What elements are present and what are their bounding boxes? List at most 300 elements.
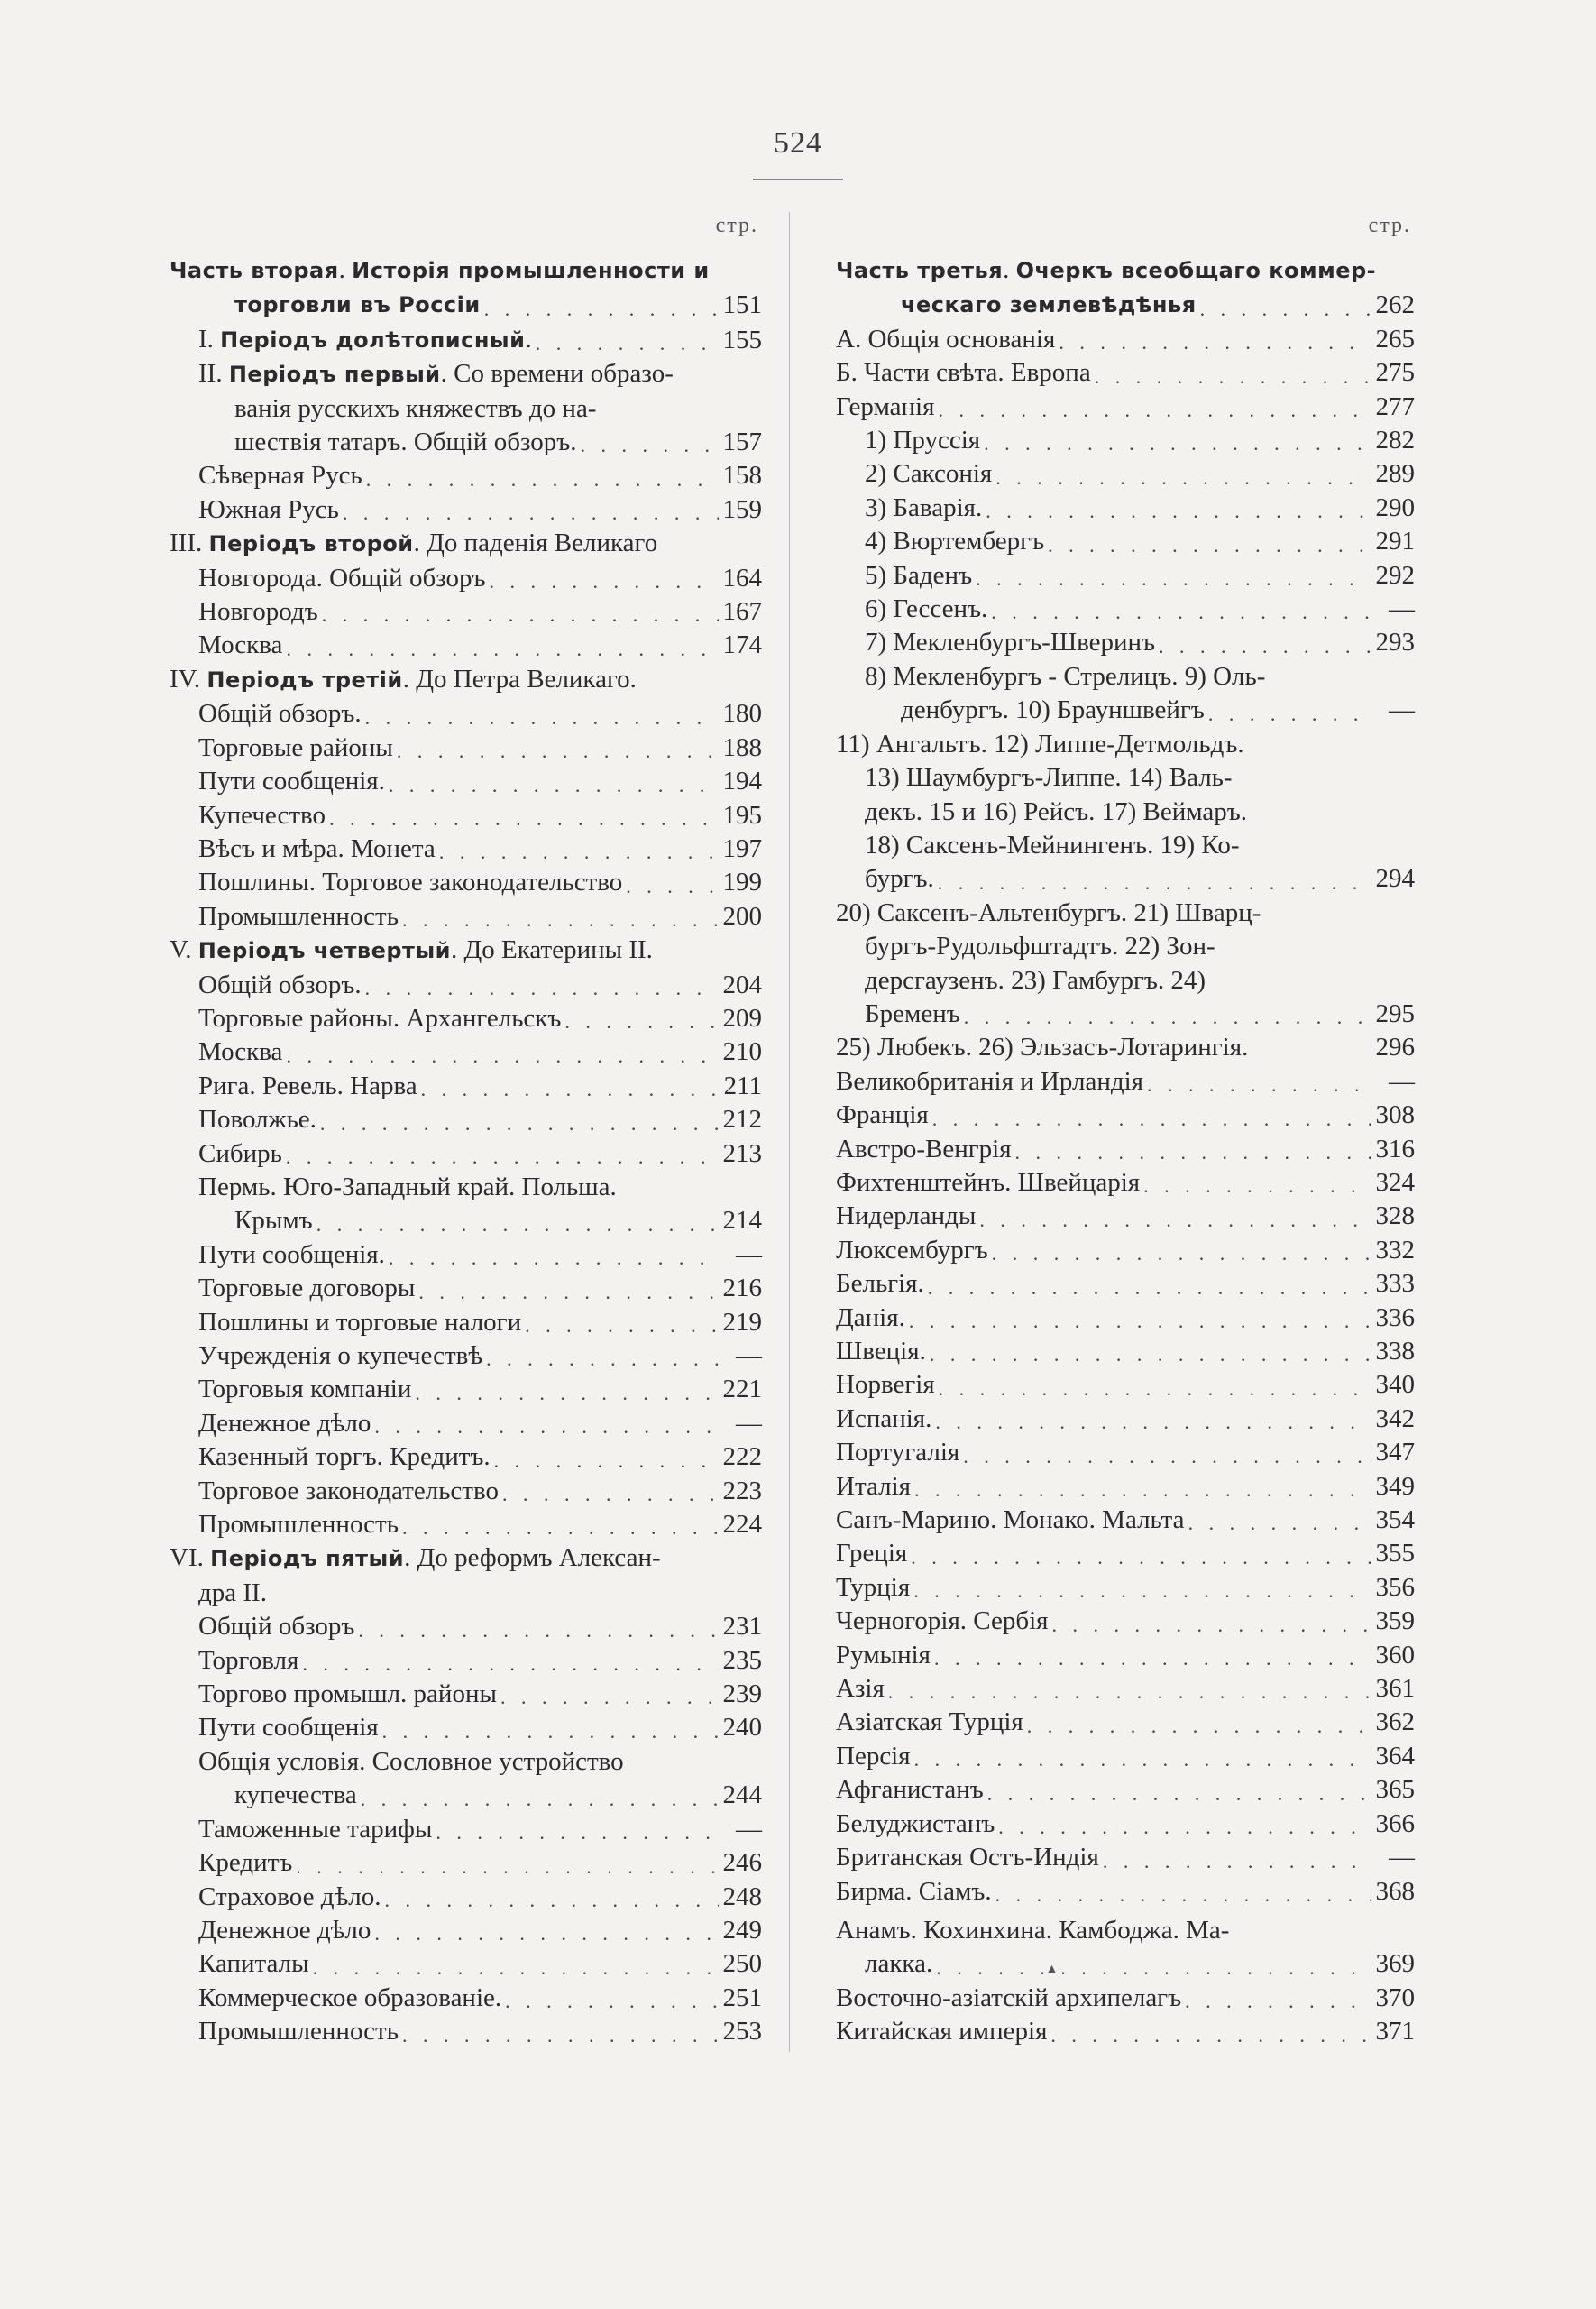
toc-line <box>170 1339 762 1373</box>
entry-text: Сѣверная Русь <box>198 461 362 491</box>
footer-mark: ▴ <box>1048 1959 1057 1977</box>
entry-text: Новгородъ <box>198 597 318 627</box>
part-subtitle: ческаго землевѣдѣнья <box>901 292 1197 318</box>
leader-dots <box>1159 633 1371 660</box>
leader-dots <box>402 1514 719 1541</box>
entry-text: . До паденія Великаго <box>413 529 658 558</box>
page-ref: 214 <box>722 1206 762 1236</box>
entry-title <box>836 1808 995 1841</box>
entry-title <box>198 1306 521 1339</box>
entry-title <box>198 2015 399 2048</box>
toc-line <box>836 323 1415 356</box>
entry-title <box>198 1238 385 1272</box>
part-subtitle: Очеркъ всеобщаго коммер- <box>1015 258 1377 283</box>
leader-dots <box>938 869 1371 897</box>
page-ref: 336 <box>1375 1302 1415 1332</box>
toc-line <box>170 1103 762 1136</box>
entry-title <box>836 1200 976 1233</box>
page-ref: 370 <box>1375 1982 1415 2012</box>
entry-text: Греція <box>836 1539 908 1568</box>
entry-text: . До реформъ Алексан- <box>404 1543 661 1573</box>
page-ref: 212 <box>722 1105 762 1135</box>
toc-line <box>836 391 1415 424</box>
leader-dots <box>995 465 1371 492</box>
entry-text: 18) Саксенъ-Мейнингенъ. 19) Ко- <box>865 830 1240 860</box>
entry-text: Торговое законодательство <box>198 1476 499 1505</box>
entry-number: II. <box>198 359 229 389</box>
toc-line <box>836 1504 1415 1537</box>
toc-line <box>836 796 1415 829</box>
entry-title <box>198 493 339 527</box>
entry-text: Пути сообщенія <box>198 1713 379 1743</box>
entry-text: Пути сообщенія. <box>198 767 385 796</box>
entry-title <box>198 459 362 492</box>
page-ref: 275 <box>1375 358 1415 388</box>
leader-dots <box>502 1481 719 1508</box>
entry-title <box>865 457 992 491</box>
leader-dots <box>984 430 1371 457</box>
entry-title <box>170 934 653 968</box>
entry-title <box>836 391 934 424</box>
toc-line <box>836 492 1415 525</box>
page-ref: 199 <box>722 868 762 897</box>
leader-dots <box>505 1988 719 2015</box>
entry-text: Испанія. <box>836 1403 932 1433</box>
entry-text: Афганистанъ <box>836 1775 984 1805</box>
entry-title <box>198 1475 499 1508</box>
entry-title <box>836 1133 1012 1166</box>
entry-title <box>198 1711 379 1744</box>
leader-dots <box>987 1780 1371 1808</box>
leader-dots <box>1050 2022 1371 2049</box>
entry-text: Крымъ <box>234 1206 313 1236</box>
leader-dots <box>1015 1139 1371 1166</box>
leader-dots <box>1048 532 1371 559</box>
toc-line <box>836 998 1415 1031</box>
page-ref: 239 <box>722 1679 762 1709</box>
page-ref: 248 <box>722 1881 762 1911</box>
leader-dots <box>1208 701 1371 728</box>
leader-dots <box>914 1746 1371 1773</box>
entry-title <box>836 1234 988 1267</box>
entry-title <box>198 765 385 798</box>
entry-text: Восточно-азіатскій архипелагъ <box>836 1982 1182 2012</box>
leader-dots <box>1103 1848 1371 1875</box>
leader-dots <box>296 1854 719 1881</box>
entry-text: Бельгія. <box>836 1269 924 1299</box>
toc-line <box>170 1440 762 1474</box>
toc-line <box>170 731 762 765</box>
page-ref: 151 <box>722 290 762 320</box>
toc-line <box>836 424 1415 457</box>
leader-dots <box>979 1207 1371 1234</box>
entry-title <box>865 559 972 593</box>
toc-line <box>170 1204 762 1237</box>
toc-line <box>170 1508 762 1541</box>
leader-dots <box>365 975 719 1002</box>
page-ref: 224 <box>722 1510 762 1540</box>
page-ref: 188 <box>722 732 762 762</box>
leader-dots <box>911 1544 1371 1571</box>
entry-text: 25) Любекъ. 26) Эльзасъ-Лотарингія. <box>836 1033 1249 1063</box>
toc-line <box>170 969 762 1002</box>
entry-title <box>836 253 1376 288</box>
page-ref: 347 <box>1375 1438 1415 1467</box>
page-ref: 293 <box>1375 628 1415 658</box>
leader-dots <box>397 738 719 765</box>
entry-text: Франція <box>836 1100 929 1130</box>
page-ref: — <box>736 1408 762 1438</box>
column-divider <box>789 212 790 2052</box>
leader-dots <box>1200 296 1371 323</box>
toc-line <box>836 1133 1415 1166</box>
leader-dots <box>626 873 719 900</box>
toc-line <box>170 1881 762 1914</box>
page-ref: 371 <box>1375 2017 1415 2047</box>
entry-text: 7) Мекленбургъ-Шверинъ <box>865 628 1156 658</box>
entry-text: Промышленность <box>198 1510 399 1540</box>
leader-dots <box>936 1955 1371 1982</box>
entry-text: бургъ. <box>865 864 934 894</box>
entry-text: Денежное дѣло <box>198 1915 371 1945</box>
entry-title <box>198 731 393 765</box>
entry-title <box>198 1914 371 1947</box>
entry-text: Анамъ. Кохинхина. Камбоджа. Ма- <box>836 1915 1230 1945</box>
page-ref: 342 <box>1375 1403 1415 1433</box>
entry-text: Москва <box>198 630 283 660</box>
leader-dots <box>932 1106 1371 1133</box>
toc-line <box>836 728 1415 761</box>
page-number: 524 <box>774 126 822 160</box>
toc-line <box>170 1306 762 1339</box>
page-ref: 361 <box>1375 1674 1415 1704</box>
entry-text: Промышленность <box>198 2017 399 2047</box>
page-ref: 356 <box>1375 1572 1415 1602</box>
leader-dots <box>581 432 720 459</box>
toc-line <box>836 1335 1415 1368</box>
entry-number: IV. <box>170 664 207 694</box>
leader-dots <box>329 805 719 833</box>
entry-text: Кредитъ <box>198 1848 293 1878</box>
entry-text: Общія условія. Сословное устройство <box>198 1746 624 1776</box>
page-ref: 296 <box>1375 1033 1415 1063</box>
entry-text: Торговые районы. Архангельскъ <box>198 1003 562 1033</box>
toc-line <box>170 1982 762 2015</box>
entry-title <box>234 1779 357 1812</box>
entry-title <box>836 897 1261 930</box>
entry-text: Вѣсъ и мѣра. Монета <box>198 833 436 863</box>
page-ref: — <box>1389 1843 1415 1872</box>
toc-line <box>836 356 1415 390</box>
toc-line <box>836 626 1415 659</box>
page-ref: 216 <box>722 1274 762 1303</box>
entry-text: Пути сообщенія. <box>198 1239 385 1269</box>
toc-line <box>170 934 762 968</box>
entry-text: дра II. <box>198 1578 267 1607</box>
toc-line <box>836 694 1415 727</box>
toc-line <box>836 1672 1415 1706</box>
page-ref: — <box>736 1814 762 1844</box>
entry-text: Австро-Венгрія <box>836 1134 1012 1164</box>
toc-line <box>170 1171 762 1204</box>
toc-line <box>170 1846 762 1880</box>
entry-title <box>836 1672 885 1706</box>
toc-line <box>836 1571 1415 1605</box>
entry-title <box>836 1740 911 1773</box>
entry-text: . Со времени образо- <box>440 359 674 389</box>
page-ref: 167 <box>722 597 762 627</box>
entry-title <box>836 1031 1248 1064</box>
page-ref: 155 <box>722 325 762 354</box>
toc-line <box>170 493 762 527</box>
toc-line <box>836 593 1415 626</box>
entry-title <box>836 1504 1185 1537</box>
toc-line <box>170 595 762 629</box>
toc-line <box>170 323 762 357</box>
entry-text: 3) Баварія. <box>865 492 983 522</box>
page-ref: 246 <box>722 1848 762 1878</box>
page-ref: 195 <box>722 800 762 830</box>
page-ref: 250 <box>722 1949 762 1979</box>
toc-line <box>836 1947 1415 1981</box>
toc-line <box>170 1137 762 1171</box>
entry-title <box>198 323 532 357</box>
entry-title <box>170 527 657 561</box>
page-ref: 223 <box>722 1476 762 1505</box>
leader-dots <box>490 568 720 595</box>
leader-dots <box>374 1920 719 1947</box>
leader-dots <box>928 1274 1371 1302</box>
leader-dots <box>500 1684 719 1711</box>
page-ref: 340 <box>1375 1370 1415 1400</box>
leader-dots <box>1095 363 1371 391</box>
entry-title <box>198 1846 292 1880</box>
entry-title <box>836 1065 1143 1099</box>
page-ref: 290 <box>1375 492 1415 522</box>
toc-line <box>836 1841 1415 1874</box>
entry-text: Италія <box>836 1471 911 1501</box>
entry-text: Черногорія. Сербія <box>836 1606 1049 1636</box>
toc-column-right <box>836 210 1415 2049</box>
leader-dots <box>964 1004 1371 1031</box>
period-title: Періодъ пятый <box>210 1546 405 1572</box>
entry-title <box>836 1302 905 1335</box>
part-title: Часть вторая <box>170 258 339 283</box>
entry-text: лакка. <box>865 1949 933 1979</box>
leader-dots <box>286 1043 719 1070</box>
entry-title <box>198 629 282 662</box>
entry-title <box>198 833 436 866</box>
toc-line <box>170 1035 762 1069</box>
leader-dots <box>374 1413 719 1440</box>
entry-title <box>865 660 1265 694</box>
entry-title <box>198 697 362 731</box>
entry-title <box>198 1272 415 1305</box>
entry-text: 6) Гессенъ. <box>865 594 988 624</box>
entry-text: Поволжье. <box>198 1105 316 1135</box>
toc-line <box>170 629 762 662</box>
toc-line <box>836 1740 1415 1773</box>
toc-line <box>836 897 1415 930</box>
entry-title <box>836 356 1091 390</box>
entry-title <box>198 1171 617 1204</box>
toc-line <box>170 1678 762 1711</box>
page-ref: 369 <box>1375 1949 1415 1979</box>
entry-number: III. <box>170 529 209 558</box>
entry-text: Коммерческое образованіе. <box>198 1982 502 2012</box>
entry-text: 8) Мекленбургъ - Стрелицъ. 9) Оль- <box>865 661 1266 691</box>
toc-line <box>170 900 762 934</box>
entry-title <box>198 1982 501 2015</box>
leader-dots <box>313 1955 719 1982</box>
leader-dots <box>322 602 719 629</box>
entry-title <box>836 728 1244 761</box>
entry-title <box>198 1508 399 1541</box>
entry-title <box>865 492 982 525</box>
leader-dots <box>930 1341 1371 1368</box>
entry-title <box>198 357 674 391</box>
entry-number: V. <box>170 935 198 965</box>
entry-title <box>836 1639 931 1672</box>
leader-dots <box>439 839 719 866</box>
entry-title <box>836 1914 1229 1947</box>
entry-text: Москва <box>198 1037 283 1067</box>
page-ref: 253 <box>722 2017 762 2047</box>
entry-title <box>198 1339 482 1373</box>
entry-text: Пермь. Юго-Западный край. Польша. <box>198 1172 617 1201</box>
page-ref: — <box>736 1341 762 1370</box>
toc-line <box>836 457 1415 491</box>
period-title: Періодъ второй <box>208 531 414 557</box>
entry-text: Б. Части свѣта. Европа <box>836 358 1091 388</box>
toc-line <box>170 1947 762 1981</box>
toc-line <box>836 964 1415 998</box>
page-ref: 365 <box>1375 1775 1415 1805</box>
entry-title <box>836 1335 926 1368</box>
entry-text: Португалія <box>836 1438 960 1467</box>
entry-text: 13) Шаумбургъ-Липпе. 14) Валь- <box>865 763 1233 793</box>
toc-line <box>170 1373 762 1406</box>
toc-line <box>170 799 762 833</box>
entry-title <box>198 1881 381 1914</box>
entry-text: Рига. Ревель. Нарва <box>198 1071 417 1100</box>
page-ref: 308 <box>1375 1100 1415 1130</box>
entry-text: Данія. <box>836 1302 905 1332</box>
leader-dots <box>986 498 1371 525</box>
period-title: Періодъ первый <box>228 362 441 388</box>
entry-text: дерсгаузенъ. 23) Гамбургъ. 24) <box>865 965 1206 995</box>
leader-dots <box>418 1279 719 1306</box>
toc-line <box>170 426 762 459</box>
page-number-rule <box>753 179 843 180</box>
leader-dots <box>415 1380 719 1407</box>
page-ref: 222 <box>722 1442 762 1472</box>
entry-text: Румынія <box>836 1640 931 1670</box>
toc-line <box>170 1813 762 1846</box>
entry-text: Сибирь <box>198 1138 282 1168</box>
entry-text: Норвегія <box>836 1370 935 1400</box>
page-ref: 294 <box>1375 864 1415 894</box>
toc-line <box>836 862 1415 896</box>
page-ref: 211 <box>723 1071 762 1100</box>
period-title: Періодъ долѣтописный <box>220 327 526 353</box>
toc-line <box>170 697 762 731</box>
entry-text: . До Екатерины II. <box>451 935 653 965</box>
toc-line <box>170 1644 762 1678</box>
page-ref: 209 <box>722 1003 762 1033</box>
page-ref: 360 <box>1375 1640 1415 1670</box>
page-ref: 200 <box>722 901 762 931</box>
toc-column-left <box>170 210 762 2049</box>
page-ref: 262 <box>1375 290 1415 320</box>
leader-dots <box>382 1718 719 1745</box>
page-ref: 332 <box>1375 1235 1415 1265</box>
toc-line <box>170 1475 762 1508</box>
leader-dots <box>934 1645 1371 1672</box>
entry-title <box>836 1470 911 1504</box>
toc-line <box>836 761 1415 795</box>
toc-line <box>170 288 762 322</box>
page-ref: 157 <box>722 428 762 457</box>
entry-title <box>865 862 934 896</box>
entry-title <box>865 761 1233 795</box>
page-ref: 265 <box>1375 324 1415 354</box>
entry-title <box>836 1436 959 1469</box>
leader-dots <box>316 1211 719 1238</box>
entry-title <box>836 323 1055 356</box>
entry-title <box>198 1678 497 1711</box>
entry-text: 11) Ангальтъ. 12) Липпе-Детмольдъ. <box>836 729 1244 759</box>
entry-title <box>170 253 710 288</box>
entry-text: Санъ-Марино. Монако. Мальта <box>836 1505 1185 1535</box>
toc-line <box>170 527 762 561</box>
entry-title <box>198 1813 432 1846</box>
entry-text: денбургъ. 10) Брауншвейгъ <box>901 695 1205 725</box>
entry-text: Общій обзоръ. <box>198 699 362 729</box>
entry-number: VI. <box>170 1543 211 1573</box>
page-ref: 295 <box>1375 998 1415 1028</box>
part-title: Часть третья <box>836 258 1004 283</box>
page-ref: 366 <box>1375 1808 1415 1838</box>
entry-number: I. <box>198 324 221 354</box>
part-subtitle: Исторія промышленности и <box>352 258 710 283</box>
entry-text: Люксембургъ <box>836 1235 988 1265</box>
toc-line <box>836 1031 1415 1064</box>
leader-dots <box>939 1375 1371 1403</box>
leader-dots <box>361 1786 719 1813</box>
entry-text: Южная Русь <box>198 494 339 524</box>
entry-title <box>836 1403 931 1436</box>
entry-title <box>198 866 622 899</box>
page-ref: 292 <box>1375 560 1415 590</box>
entry-text: А. Общія основанія <box>836 324 1056 354</box>
entry-text: Торговые районы <box>198 732 393 762</box>
toc-line <box>836 1773 1415 1807</box>
entry-text: Новгорода. Общій обзоръ <box>198 563 486 593</box>
leader-dots <box>486 1346 719 1373</box>
entry-text: купечества <box>234 1780 357 1810</box>
leader-dots <box>343 500 719 527</box>
part-sep: . <box>338 255 353 284</box>
entry-text: Капиталы <box>198 1949 309 1979</box>
entry-title <box>865 626 1155 659</box>
page-ref: 197 <box>722 833 762 863</box>
toc-line <box>836 1166 1415 1200</box>
entry-title <box>198 1745 624 1779</box>
entry-title <box>198 1035 282 1069</box>
page-ref: 289 <box>1375 459 1415 489</box>
leader-dots <box>436 1819 719 1846</box>
